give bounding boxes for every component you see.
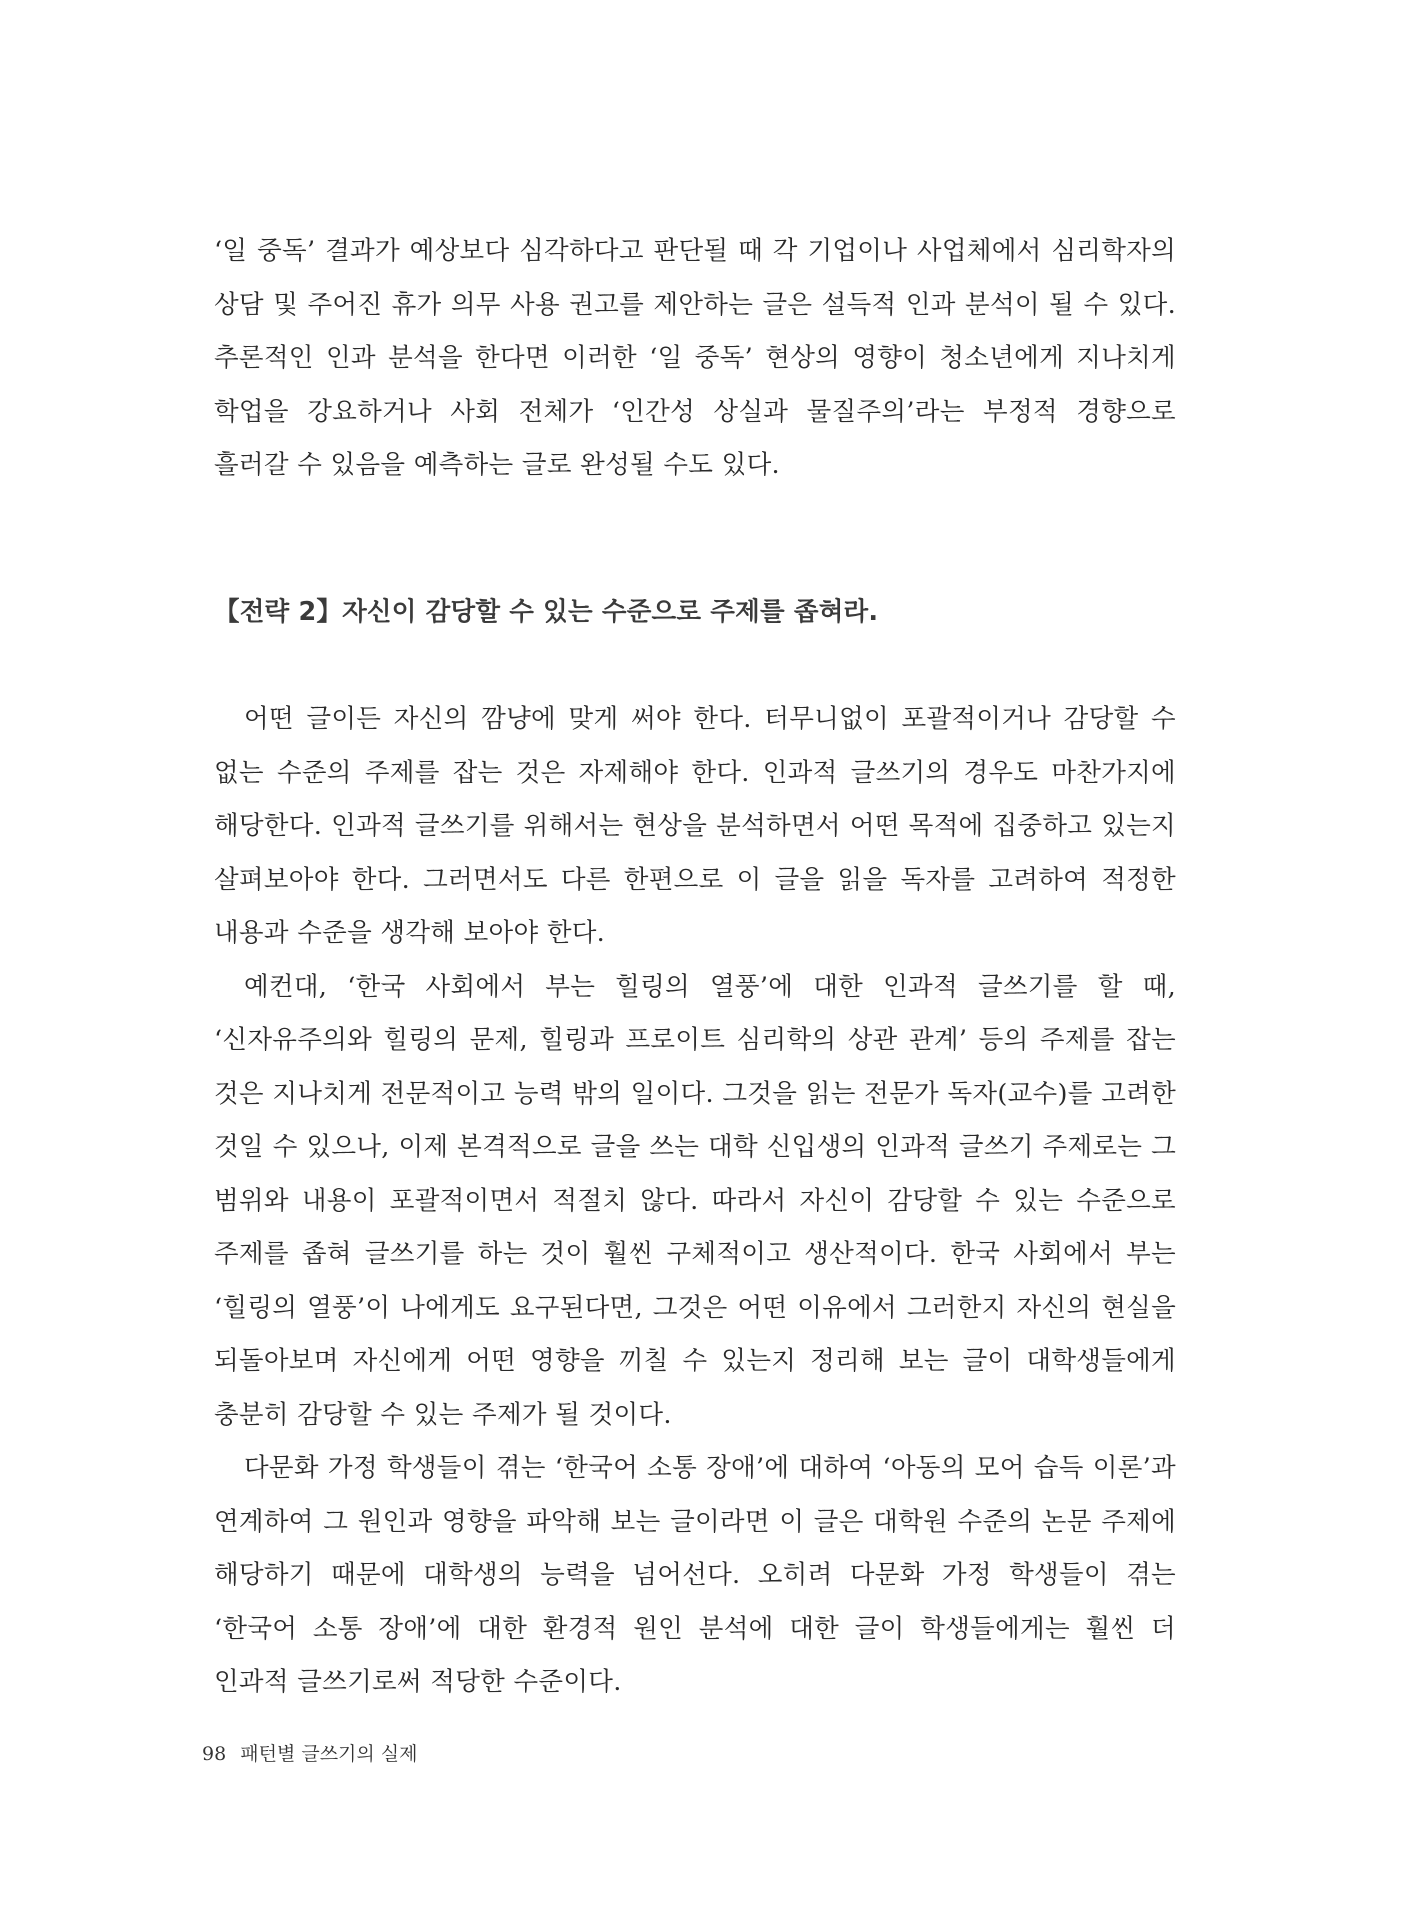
page-footer: [202, 1740, 418, 1768]
intro-block: [214, 225, 1176, 493]
page-number: 98: [202, 1743, 227, 1765]
body-paragraph-3: 다문화 가정 학생들이 겪는 ‘한국어 소통 장애’에 대하여 ‘아동의 모어 습득 이론’과 연계하여 그 원인과 영향을 파악해 보는 글이라면 이 글은 대학원 수준의 논문 주제에 해당하기 때문에 대학생의 능력을 넘어선다. 오히려 다문화 가정 학생들이 겪는 ‘한국어 소통 장애’에 대한 환경적 원인 분석에 대한 글이 학생들에게는 훨씬 더 인과적 글쓰기로써 적당한 수준이다.: [214, 1453, 1176, 1697]
section-body: [214, 693, 1176, 1710]
intro-paragraph: ‘일 중독’ 결과가 예상보다 심각하다고 판단될 때 각 기업이나 사업체에서 심리학자의 상담 및 주어진 휴가 의무 사용 권고를 제안하는 글은 설득적 인과 분석이 될 수 있다. 추론적인 인과 분석을 한다면 이러한 ‘일 중독’ 현상의 영향이 청소년에게 지나치게 학업을 강요하거나 사회 전체가 ‘인간성 상실과 물질주의’라는 부정적 경향으로 흘러갈 수 있음을 예측하는 글로 완성될 수도 있다.: [214, 236, 1176, 480]
section-heading: 【전략 2】자신이 감당할 수 있는 수준으로 주제를 좁혀라.: [214, 597, 879, 627]
book-title: 패턴별 글쓰기의 실제: [240, 1743, 418, 1765]
body-paragraph-2: 예컨대, ‘한국 사회에서 부는 힐링의 열풍’에 대한 인과적 글쓰기를 할 때, ‘신자유주의와 힐링의 문제, 힐링과 프로이트 심리학의 상관 관계’ 등의 주제를 잡는 것은 지나치게 전문적이고 능력 밖의 일이다. 그것을 읽는 전문가 독자(교수)를 고려한 것일 수 있으나, 이제 본격적으로 글을 쓰는 대학 신입생의 인과적 글쓰기 주제로는 그 범위와 내용이 포괄적이면서 적절치 않다. 따라서 자신이 감당할 수 있는 수준으로 주제를 좁혀 글쓰기를 하는 것이 훨씬 구체적이고 생산적이다. 한국 사회에서 부는 ‘힐링의 열풍’이 나에게도 요구된다면, 그것은 어떤 이유에서 그러한지 자신의 현실을 되돌아보며 자신에게 어떤 영향을 끼칠 수 있는지 정리해 보는 글이 대학생들에게 충분히 감당할 수 있는 주제가 될 것이다.: [214, 971, 1176, 1430]
body-paragraph-1: 어떤 글이든 자신의 깜냥에 맞게 써야 한다. 터무니없이 포괄적이거나 감당할 수 없는 수준의 주제를 잡는 것은 자제해야 한다. 인과적 글쓰기의 경우도 마찬가지에 해당한다. 인과적 글쓰기를 위해서는 현상을 분석하면서 어떤 목적에 집중하고 있는지 살펴보아야 한다. 그러면서도 다른 한편으로 이 글을 읽을 독자를 고려하여 적정한 내용과 수준을 생각해 보아야 한다.: [214, 704, 1176, 948]
